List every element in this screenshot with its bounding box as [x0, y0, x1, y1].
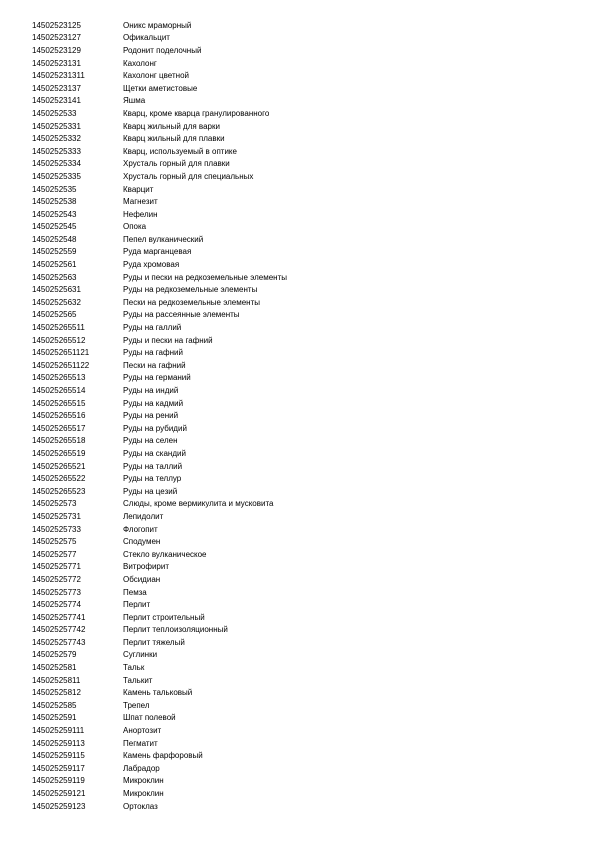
list-item — [32, 19, 563, 32]
list-item — [32, 749, 563, 762]
item-code: 1450252651121 — [32, 348, 90, 358]
list-item — [32, 132, 563, 145]
item-code: 14502525774 — [32, 600, 81, 610]
list-item — [32, 221, 563, 234]
item-name: Ортоклаз — [123, 801, 158, 811]
item-code: 145025265515 — [32, 398, 86, 408]
list-item — [32, 611, 563, 624]
item-code: 145025265523 — [32, 486, 86, 496]
item-code: 14502523131 — [32, 58, 81, 68]
list-item — [32, 334, 563, 347]
item-code: 14502525773 — [32, 587, 81, 597]
item-name: Флогопит — [123, 524, 158, 534]
item-code: 1450252535 — [32, 184, 77, 194]
list-item — [32, 472, 563, 485]
list-item — [32, 296, 563, 309]
list-item — [32, 775, 563, 788]
list-item — [32, 258, 563, 271]
item-name: Хрусталь горный для специальных — [123, 171, 254, 181]
item-code: 14502525733 — [32, 524, 81, 534]
item-code: 1450252565 — [32, 310, 77, 320]
list-item — [32, 44, 563, 57]
list-item — [32, 384, 563, 397]
item-name: Кахолонг цветной — [123, 71, 189, 81]
item-name: Хрусталь горный для плавки — [123, 159, 230, 169]
list-item — [32, 409, 563, 422]
list-item — [32, 32, 563, 45]
item-code: 14502525772 — [32, 574, 81, 584]
item-name: Шпат полевой — [123, 713, 176, 723]
item-code: 1450252591 — [32, 713, 77, 723]
item-code: 145025265518 — [32, 436, 86, 446]
list-item — [32, 170, 563, 183]
item-name: Руды на гафний — [123, 348, 183, 358]
list-item — [32, 271, 563, 284]
item-name: Пепел вулканический — [123, 234, 204, 244]
item-name: Пески на редкоземельные элементы — [123, 297, 261, 307]
list-item — [32, 523, 563, 536]
list-item — [32, 283, 563, 296]
item-name: Руды на рений — [123, 411, 179, 421]
item-code: 14502525332 — [32, 134, 81, 144]
item-code: 1450252585 — [32, 700, 77, 710]
item-code: 145025265522 — [32, 474, 86, 484]
item-name: Руды на германий — [123, 373, 191, 383]
item-name: Руды на кадмий — [123, 398, 184, 408]
list-item — [32, 762, 563, 775]
item-code: 14502525334 — [32, 159, 81, 169]
item-name: Кварц жильный для варки — [123, 121, 220, 131]
item-name: Руды на индий — [123, 386, 179, 396]
item-name: Талькит — [123, 675, 153, 685]
item-code: 14502523141 — [32, 96, 81, 106]
item-name: Кварцит — [123, 184, 154, 194]
item-name: Кварц, используемый в оптике — [123, 146, 237, 156]
item-code: 14502525812 — [32, 688, 81, 698]
item-name: Перлит строительный — [123, 612, 205, 622]
item-code: 145025259119 — [32, 776, 85, 786]
item-name: Руды на рассеянные элементы — [123, 310, 240, 320]
list-item — [32, 208, 563, 221]
item-name: Руды на рубидий — [123, 423, 187, 433]
list-item — [32, 586, 563, 599]
item-code: 145025259115 — [32, 751, 85, 761]
list-item — [32, 435, 563, 448]
list-item — [32, 95, 563, 108]
item-code: 145025265513 — [32, 373, 86, 383]
item-code: 14502523127 — [32, 33, 81, 43]
list-item — [32, 422, 563, 435]
item-code: 14502525632 — [32, 297, 81, 307]
item-name: Опока — [123, 222, 147, 232]
list-item — [32, 195, 563, 208]
item-code: 1450252561 — [32, 260, 77, 270]
list-item — [32, 498, 563, 511]
item-name: Камень тальковый — [123, 688, 193, 698]
item-code: 14502525811 — [32, 675, 81, 685]
item-code: 145025265511 — [32, 323, 85, 333]
list-item — [32, 372, 563, 385]
item-code: 145025257742 — [32, 625, 86, 635]
list-item — [32, 69, 563, 82]
item-code: 145025259111 — [32, 726, 85, 736]
list-item — [32, 485, 563, 498]
list-item — [32, 510, 563, 523]
item-name: Обсидиан — [123, 574, 161, 584]
item-code: 14502525771 — [32, 562, 81, 572]
item-name: Нефелин — [123, 209, 158, 219]
list-item — [32, 321, 563, 334]
item-name: Перлит теплоизоляционный — [123, 625, 228, 635]
item-name: Трепел — [123, 700, 150, 710]
list-item — [32, 145, 563, 158]
list-item — [32, 309, 563, 322]
item-code: 145025259121 — [32, 789, 86, 799]
list-item — [32, 573, 563, 586]
item-code: 1450252577 — [32, 549, 77, 559]
list-item — [32, 447, 563, 460]
item-code: 145025259117 — [32, 763, 85, 773]
item-code: 14502525631 — [32, 285, 81, 295]
item-name: Витрофирит — [123, 562, 169, 572]
item-name: Руды на редкоземельные элементы — [123, 285, 258, 295]
list-item — [32, 598, 563, 611]
item-name: Микроклин — [123, 776, 164, 786]
list-item — [32, 674, 563, 687]
item-name: Руды и пески на редкоземельные элементы — [123, 272, 287, 282]
item-code: 14502525331 — [32, 121, 81, 131]
item-code: 14502523137 — [32, 83, 81, 93]
list-item — [32, 737, 563, 750]
item-code: 1450252545 — [32, 222, 77, 232]
item-name: Пески на гафний — [123, 360, 186, 370]
item-name: Перлит тяжелый — [123, 637, 185, 647]
item-code: 145025265519 — [32, 448, 86, 458]
list-item — [32, 346, 563, 359]
list-item — [32, 82, 563, 95]
list-item — [32, 120, 563, 133]
item-name: Родонит поделочный — [123, 45, 202, 55]
item-code: 14502525335 — [32, 171, 81, 181]
item-name: Анортозит — [123, 726, 162, 736]
list-item — [32, 57, 563, 70]
item-code: 1450252543 — [32, 209, 77, 219]
item-name: Суглинки — [123, 650, 158, 660]
item-code: 145025265514 — [32, 386, 86, 396]
item-name: Стекло вулканическое — [123, 549, 207, 559]
item-code: 14502523129 — [32, 45, 81, 55]
item-code: 145025231311 — [32, 71, 85, 81]
item-name: Кварц жильный для плавки — [123, 134, 225, 144]
item-name: Оникс мраморный — [123, 20, 192, 30]
list-item — [32, 246, 563, 259]
list-item — [32, 233, 563, 246]
item-code: 1450252559 — [32, 247, 77, 257]
list-item — [32, 661, 563, 674]
item-name: Камень фарфоровый — [123, 751, 203, 761]
item-code: 14502525333 — [32, 146, 81, 156]
item-name: Кахолонг — [123, 58, 157, 68]
item-code: 1450252533 — [32, 108, 77, 118]
item-name: Слюды, кроме вермикулита и мусковита — [123, 499, 274, 509]
list-item — [32, 535, 563, 548]
item-code: 145025259113 — [32, 738, 85, 748]
item-name: Руда марганцевая — [123, 247, 192, 257]
item-code: 1450252538 — [32, 197, 77, 207]
item-name: Лепидолит — [123, 511, 164, 521]
list-item — [32, 397, 563, 410]
list-item — [32, 800, 563, 813]
list-item — [32, 107, 563, 120]
list-item — [32, 624, 563, 637]
item-name: Руды на таллий — [123, 461, 183, 471]
list-item — [32, 460, 563, 473]
item-name: Руды на галлий — [123, 323, 182, 333]
list-item — [32, 686, 563, 699]
list-item — [32, 649, 563, 662]
item-name: Руды и пески на гафний — [123, 335, 213, 345]
item-code: 145025265517 — [32, 423, 86, 433]
list-item — [32, 636, 563, 649]
list-item — [32, 158, 563, 171]
item-name: Кварц, кроме кварца гранулированного — [123, 108, 270, 118]
list-item — [32, 359, 563, 372]
list-item — [32, 787, 563, 800]
item-name: Щетки аметистовые — [123, 83, 198, 93]
item-name: Руды на селен — [123, 436, 178, 446]
item-name: Офикальцит — [123, 33, 170, 43]
item-name: Яшма — [123, 96, 146, 106]
item-name: Перлит — [123, 600, 151, 610]
code-list — [32, 19, 563, 812]
item-name: Руда хромовая — [123, 260, 180, 270]
item-code: 14502525731 — [32, 511, 81, 521]
item-name: Магнезит — [123, 197, 158, 207]
item-code: 145025257741 — [32, 612, 86, 622]
item-name: Сподумен — [123, 537, 161, 547]
item-code: 145025265512 — [32, 335, 86, 345]
list-item — [32, 561, 563, 574]
item-code: 1450252581 — [32, 663, 77, 673]
item-code: 1450252579 — [32, 650, 77, 660]
item-code: 14502523125 — [32, 20, 81, 30]
item-code: 1450252563 — [32, 272, 77, 282]
item-name: Лабрадор — [123, 763, 160, 773]
item-name: Тальк — [123, 663, 145, 673]
item-code: 145025265516 — [32, 411, 86, 421]
item-code: 145025265521 — [32, 461, 86, 471]
item-name: Микроклин — [123, 789, 164, 799]
list-item — [32, 724, 563, 737]
list-item — [32, 548, 563, 561]
item-code: 1450252651122 — [32, 360, 90, 370]
item-code: 145025257743 — [32, 637, 86, 647]
item-name: Руды на цезий — [123, 486, 178, 496]
list-item — [32, 183, 563, 196]
list-item — [32, 712, 563, 725]
item-name: Пегматит — [123, 738, 158, 748]
item-code: 1450252575 — [32, 537, 77, 547]
item-code: 145025259123 — [32, 801, 86, 811]
item-name: Руды на скандий — [123, 448, 186, 458]
item-name: Руды на теллур — [123, 474, 182, 484]
item-code: 1450252573 — [32, 499, 77, 509]
item-name: Пемза — [123, 587, 147, 597]
list-item — [32, 699, 563, 712]
item-code: 1450252548 — [32, 234, 77, 244]
